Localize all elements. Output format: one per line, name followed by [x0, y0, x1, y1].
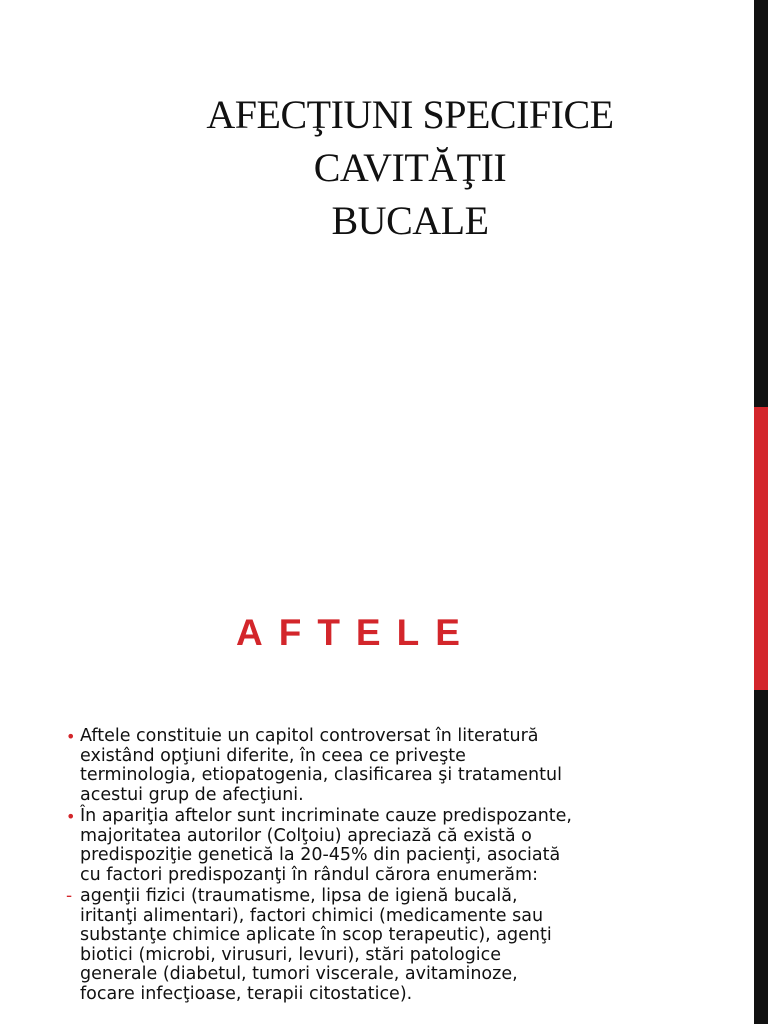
- title-line-3: BUCALE: [331, 198, 489, 243]
- list-item: [64, 807, 744, 885]
- bullet-marker: •: [66, 727, 76, 746]
- paragraph-3-line-2: iritanţi alimentari), factori chimici (medicamente sau: [80, 905, 544, 926]
- body-text-list: [64, 727, 744, 1006]
- paragraph-1-line-4: acestui grup de afecţiuni.: [80, 784, 304, 805]
- right-edge-accent: [754, 407, 768, 690]
- paragraph-3-line-1: agenţii fizici (traumatisme, lipsa de igienă bucală,: [80, 886, 518, 906]
- paragraph-3-line-4: biotici (microbi, virusuri, levuri), stări patologice: [80, 944, 502, 965]
- paragraph-3-line-3: substanţe chimice aplicate în scop terapeutic), agenţi: [80, 925, 552, 945]
- paragraph-2-line-3: predispoziţie genetică la 20-45% din pacienţi, asociată: [80, 845, 561, 865]
- paragraph-3-line-6: focare infecţioase, terapii citostatice).: [80, 983, 413, 1004]
- title-line-2: CAVITĂŢII: [313, 145, 507, 190]
- paragraph-1-line-1: Aftele constituie un capitol controversat în literatură: [80, 726, 539, 746]
- paragraph-2-line-2: majoritatea autorilor (Colţoiu) apreciază că există o: [80, 825, 532, 846]
- slide-title: [150, 88, 670, 247]
- title-line-1: AFECŢIUNI SPECIFICE: [206, 92, 614, 137]
- section-heading: AFTELE: [236, 612, 476, 653]
- paragraph-3-line-5: generale (diabetul, tumori viscerale, avitaminoze,: [80, 964, 518, 984]
- list-item: [64, 887, 744, 1004]
- bullet-marker: •: [66, 807, 76, 826]
- paragraph-1-line-3: terminologia, etiopatogenia, clasificarea şi tratamentul: [80, 765, 562, 785]
- dash-marker: -: [66, 886, 73, 906]
- paragraph-2-line-4: cu factori predispozanţi în rândul cărora enumerăm:: [80, 864, 538, 885]
- list-item: [64, 727, 744, 805]
- paragraph-2-line-1: În apariţia aftelor sunt incriminate cauze predispozante,: [80, 806, 572, 826]
- paragraph-1-line-2: existând opţiuni diferite, în ceea ce priveşte: [80, 745, 466, 766]
